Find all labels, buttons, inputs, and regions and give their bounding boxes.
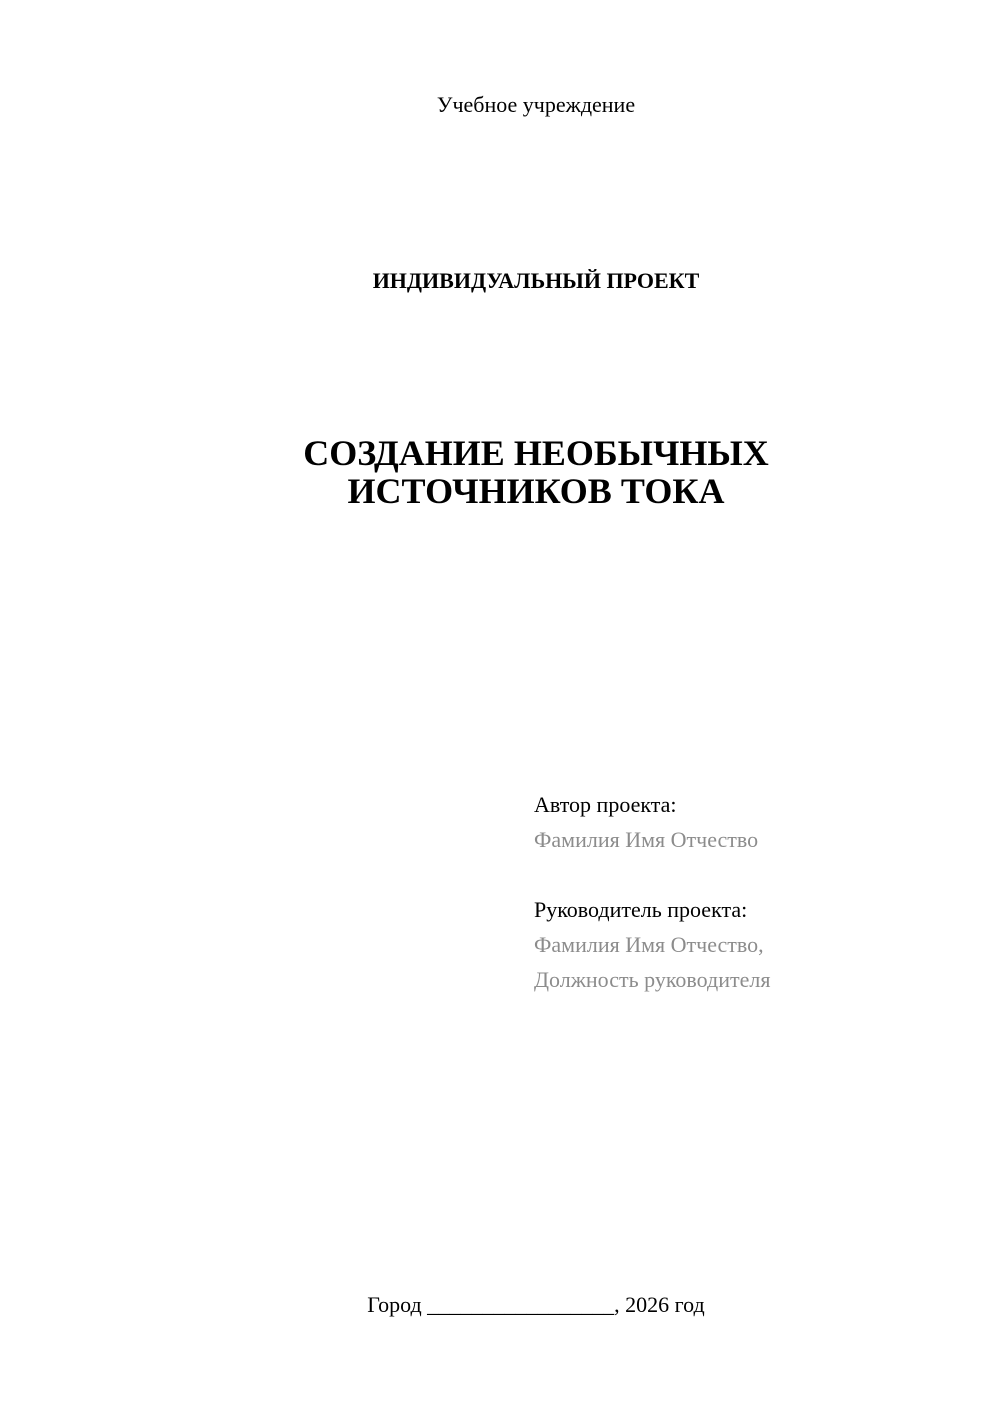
author-label: Автор проекта:	[534, 792, 677, 817]
supervisor-label: Руководитель проекта:	[534, 897, 748, 922]
city-year-line: Город _________________, 2026 год	[367, 1292, 705, 1317]
credits-block	[534, 787, 974, 997]
institution-name: Учебное учреждение	[436, 92, 636, 117]
supervisor-position: Должность руководителя	[534, 967, 771, 992]
author-name: Фамилия Имя Отчество	[534, 827, 759, 852]
project-title-line-2: ИСТОЧНИКОВ ТОКА	[347, 471, 725, 511]
document-type: ИНДИВИДУАЛЬНЫЙ ПРОЕКТ	[372, 268, 700, 293]
supervisor-name: Фамилия Имя Отчество,	[534, 932, 764, 957]
project-title	[0, 434, 1000, 510]
credits-spacer	[534, 857, 974, 892]
project-title-line-1: СОЗДАНИЕ НЕОБЫЧНЫХ	[303, 433, 769, 473]
